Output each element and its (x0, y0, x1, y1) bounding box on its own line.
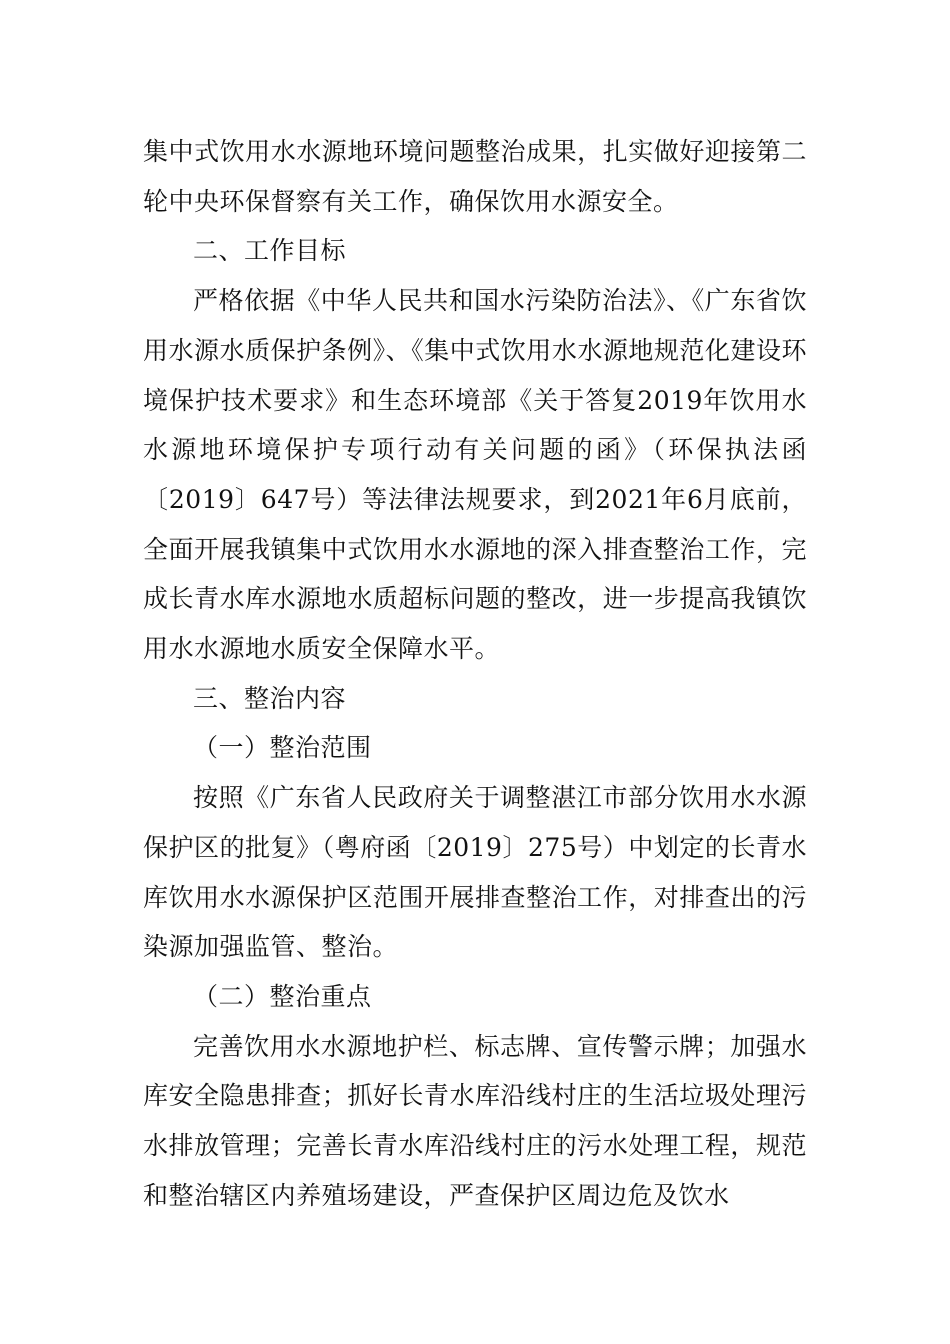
subsection-heading-focus: （二）整治重点 (193, 981, 372, 1011)
document-body (143, 127, 807, 1220)
section-heading-work-goals: 二、工作目标 (193, 236, 347, 266)
paragraph-scope: 按照《广东省人民政府关于调整湛江市部分饮用水水源保护区的批复》（粤府函〔2019〕275号）中划定的长青水库饮用水水源保护区范围开展排查整治工作，对排查出的污染源加强监管、整治。 (143, 783, 807, 962)
paragraph-focus: 完善饮用水水源地护栏、标志牌、宣传警示牌；加强水库安全隐患排查；抓好长青水库沿线村庄的生活垃圾处理污水排放管理；完善长青水库沿线村庄的污水处理工程，规范和整治辖区内养殖场建设，严查保护区周边危及饮水 (143, 1031, 807, 1210)
paragraph-work-goals: 严格依据《中华人民共和国水污染防治法》、《广东省饮用水源水质保护条例》、《集中式饮用水水源地规范化建设环境保护技术要求》和生态环境部《关于答复2019年饮用水水源地环境保护专项行动有关问题的函》（环保执法函〔2019〕647号）等法律法规要求，到2021年6月底前，全面开展我镇集中式饮用水水源地的深入排查整治工作，完成长青水库水源地水质超标问题的整改，进一步提高我镇饮用水水源地水质安全保障水平。 (143, 286, 807, 664)
subsection-heading-scope: （一）整治范围 (193, 733, 372, 763)
paragraph-continuation: 集中式饮用水水源地环境问题整治成果，扎实做好迎接第二轮中央环保督察有关工作，确保饮用水源安全。 (143, 137, 807, 216)
section-heading-rectification-content: 三、整治内容 (193, 683, 347, 713)
